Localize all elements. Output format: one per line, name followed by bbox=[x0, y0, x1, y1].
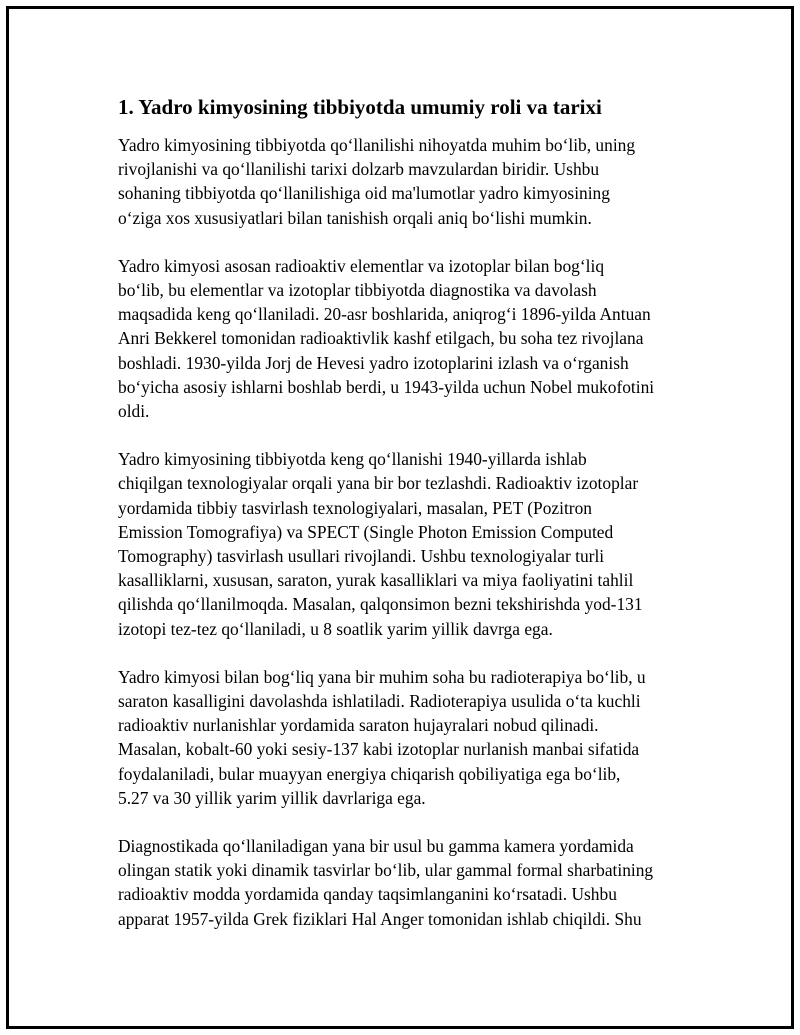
paragraph bbox=[118, 447, 708, 641]
text-line: sohaning tibbiyotda qoʻllanilishiga oid ma'lumotlar yadro kimyosining bbox=[118, 183, 610, 204]
text-line: Yadro kimyosi asosan radioaktiv elementlar va izotoplar bilan bogʻliq bbox=[118, 255, 605, 276]
paragraph bbox=[118, 133, 708, 230]
text-line: izotopi tez-tez qoʻllaniladi, u 8 soatlik yarim yillik davrga ega. bbox=[118, 618, 553, 639]
text-line: apparat 1957-yilda Grek fiziklari Hal Anger tomonidan ishlab chiqildi. Shu bbox=[118, 908, 642, 929]
text-line: Yadro kimyosining tibbiyotda qoʻllanilishi nihoyatda muhim boʻlib, uning bbox=[118, 135, 636, 155]
text-line: Yadro kimyosi bilan bogʻliq yana bir muhim soha bu radioterapiya boʻlib, u bbox=[118, 666, 646, 687]
paragraph bbox=[118, 665, 708, 810]
section-heading: 1. Yadro kimyosining tibbiyotda umumiy roli va tarixi bbox=[118, 95, 602, 119]
text-line: boshladi. 1930-yilda Jorj de Hevesi yadro izotoplarini izlash va oʻrganish bbox=[118, 352, 629, 373]
text-line: rivojlanishi va qoʻllanilishi tarixi dolzarb mavzulardan biridir. Ushbu bbox=[118, 159, 600, 180]
text-line: radioaktiv nurlanishlar yordamida saraton hujayralari nobud qilinadi. bbox=[118, 715, 599, 736]
text-line: yordamida tibbiy tasvirlash texnologiyalari, masalan, PET (Pozitron bbox=[118, 497, 592, 518]
text-line: Tomography) tasvirlash usullari rivojlandi. Ushbu texnologiyalar turli bbox=[118, 546, 605, 567]
text-line: boʻyicha asosiy ishlarni boshlab berdi, u 1943-yilda uchun Nobel mukofotini bbox=[118, 376, 655, 397]
text-line: saraton kasalligini davolashda ishlatiladi. Radioterapiya usulida oʻta kuchli bbox=[118, 691, 641, 712]
document-body bbox=[118, 93, 708, 955]
text-line: Diagnostikada qoʻllaniladigan yana bir usul bu gamma kamera yordamida bbox=[118, 836, 634, 857]
text-line: olingan statik yoki dinamik tasvirlar boʻlib, ular gammal formal sharbatining bbox=[118, 860, 654, 881]
text-line: qilishda qoʻllanilmoqda. Masalan, qalqonsimon bezni tekshirishda yod-131 bbox=[118, 594, 643, 615]
text-line: 5.27 va 30 yillik yarim yillik davrlariga ega. bbox=[118, 787, 426, 808]
text-line: boʻlib, bu elementlar va izotoplar tibbiyotda diagnostika va davolash bbox=[118, 280, 597, 301]
text-line: kasalliklarni, xususan, saraton, yurak kasalliklari va miya faoliyatini tahlil bbox=[118, 570, 634, 591]
paragraph bbox=[118, 834, 708, 931]
text-line: Masalan, kobalt-60 yoki sesiy-137 kabi izotoplar nurlanish manbai sifatida bbox=[118, 739, 640, 760]
text-line: oldi. bbox=[118, 401, 150, 422]
text-line: Yadro kimyosining tibbiyotda keng qoʻllanishi 1940-yillarda ishlab bbox=[118, 449, 587, 470]
text-line: radioaktiv modda yordamida qanday taqsimlanganini koʻrsatadi. Ushbu bbox=[118, 884, 617, 905]
text-line: oʻziga xos xususiyatlari bilan tanishish orqali aniq boʻlishi mumkin. bbox=[118, 207, 592, 228]
text-line: maqsadida keng qoʻllaniladi. 20-asr boshlarida, aniqrogʻi 1896-yilda Antuan bbox=[118, 304, 651, 325]
paragraph bbox=[118, 254, 708, 423]
text-line: foydalaniladi, bular muayyan energiya chiqarish qobiliyatiga ega boʻlib, bbox=[118, 763, 621, 784]
text-line: Anri Bekkerel tomonidan radioaktivlik kashf etilgach, bu soha tez rivojlana bbox=[118, 328, 644, 349]
text-line: Emission Tomografiya) va SPECT (Single Photon Emission Computed bbox=[118, 521, 614, 542]
text-line: chiqilgan texnologiyalar orqali yana bir bor tezlashdi. Radioaktiv izotoplar bbox=[118, 473, 639, 494]
